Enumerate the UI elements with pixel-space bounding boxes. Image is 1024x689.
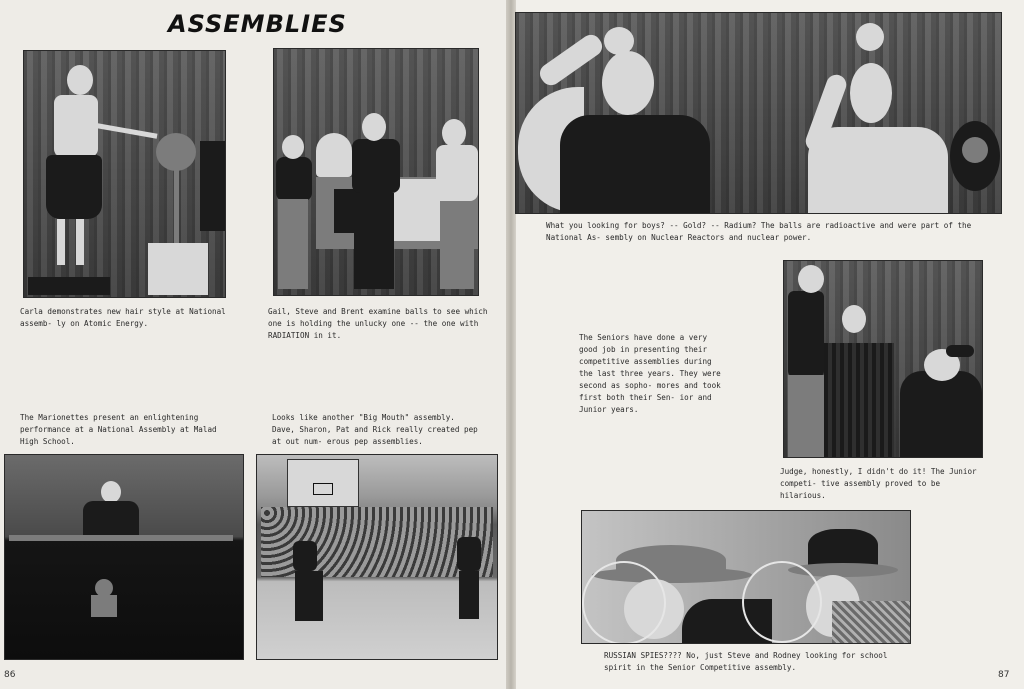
caption-gail-steve-brent: Gail, Steve and Brent examine balls to see which one is holding the unlucky one -- the one with RADIATION in it. bbox=[268, 307, 488, 340]
caption-seniors: The Seniors have done a very good job in presenting their competitive assemblies during the last three years. They were second as sopho- mores and took first both their Sen- ior and Junior years. bbox=[579, 333, 721, 414]
photo-gail-steve-brent bbox=[273, 48, 479, 296]
caption-russian-spies: RUSSIAN SPIES???? No, just Steve and Rodney looking for school spirit in the Senior Competitive assembly. bbox=[604, 651, 888, 672]
page-number-left: 86 bbox=[4, 670, 16, 680]
caption-carla: Carla demonstrates new hair style at National assemb- ly on Atomic Energy. bbox=[20, 307, 226, 328]
photo-radioactive-balls bbox=[515, 12, 1002, 214]
photo-russian-spies bbox=[581, 510, 911, 644]
caption-judge: Judge, honestly, I didn't do it! The Junior competi- tive assembly proved to be hilarious. bbox=[780, 467, 977, 500]
photo-big-mouth-assembly bbox=[256, 454, 498, 660]
photo-judge-junior-assembly bbox=[783, 260, 983, 458]
caption-marionettes: The Marionettes present an enlightening performance at a National Assembly at Malad High School. bbox=[20, 413, 217, 446]
photo-marionettes bbox=[4, 454, 244, 660]
photo-carla-stage bbox=[23, 50, 226, 298]
page-number-right: 87 bbox=[998, 670, 1010, 680]
page-title: ASSEMBLIES bbox=[168, 10, 347, 38]
caption-big-mouth: Looks like another "Big Mouth" assembly. Dave, Sharon, Pat and Rick really created pep at out num- erous pep assemblies. bbox=[272, 413, 478, 446]
caption-gold-radium: What you looking for boys? -- Gold? -- Radium? The balls are radioactive and were part of the National As- sembly on Nuclear Reactors and nuclear power. bbox=[546, 221, 972, 242]
